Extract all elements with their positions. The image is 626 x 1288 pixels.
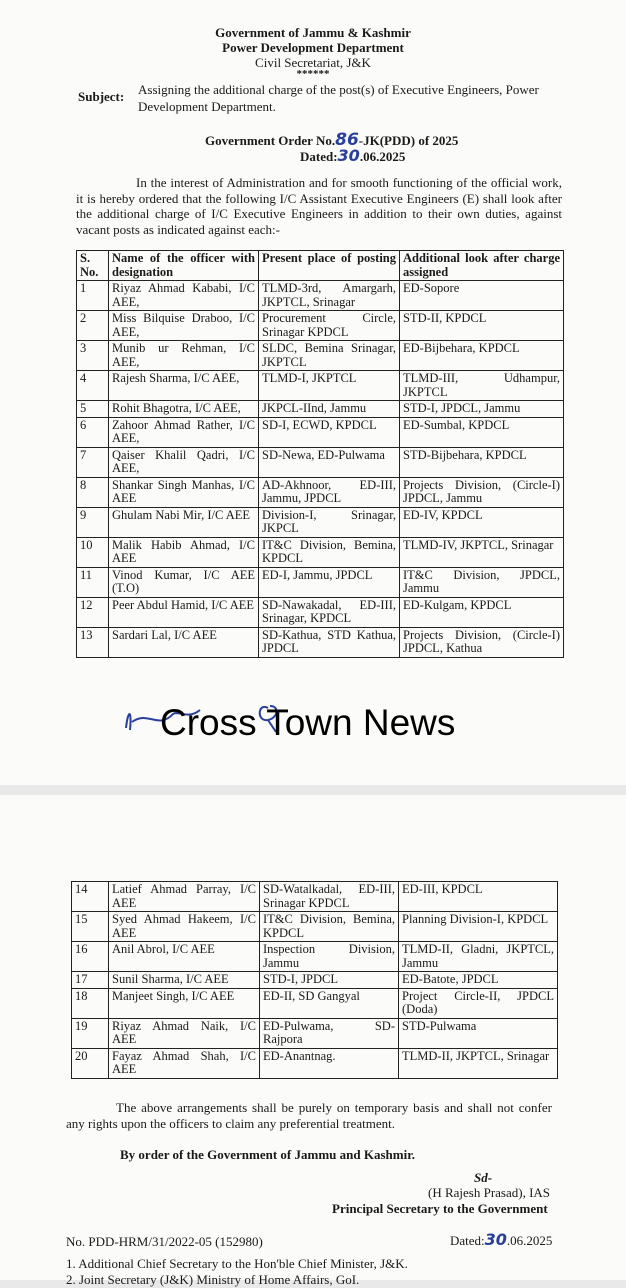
cell-sno: 8 (77, 477, 109, 507)
order-suffix: -JK(PDD) of 2025 (358, 133, 459, 148)
table-row (77, 567, 564, 597)
cell-sno: 3 (77, 341, 109, 371)
cell-present-posting: AD-Akhnoor, ED-III, Jammu, JPDCL (259, 477, 400, 507)
table-row (72, 1018, 558, 1048)
table-row (77, 417, 564, 447)
cell-additional-charge: STD-II, KPDCL (400, 311, 564, 341)
table-row (77, 537, 564, 567)
header-charge (400, 251, 564, 281)
cell-officer-name: Rohit Bhagotra, I/C AEE, (109, 401, 259, 418)
cell-sno: 20 (72, 1048, 109, 1078)
cell-present-posting: Procurement Circle, Srinagar KPDCL (259, 311, 400, 341)
cell-additional-charge: TLMD-II, Gladni, JKPTCL, Jammu (399, 942, 558, 972)
by-order-line: By order of the Government of Jammu and Kashmir. (120, 1147, 416, 1162)
copy-to-item: 2. Joint Secretary (J&K) Ministry of Home Affairs, GoI. (66, 1272, 360, 1287)
cell-additional-charge: STD-Pulwama (399, 1018, 558, 1048)
cell-officer-name: Peer Abdul Hamid, I/C AEE (109, 597, 259, 627)
cell-sno: 6 (77, 417, 109, 447)
table-row (77, 507, 564, 537)
cell-officer-name: Vinod Kumar, I/C AEE (T.O) (109, 567, 259, 597)
cell-officer-name: Sunil Sharma, I/C AEE (109, 972, 260, 989)
cell-present-posting: ED-Pulwama, SD-Rajpora (260, 1018, 399, 1048)
subject-line-1: Assigning the additional charge of the post(s) of Executive Engineers, Power (138, 82, 539, 97)
cell-officer-name: Qaiser Khalil Qadri, I/C AEE, (109, 447, 259, 477)
cell-present-posting: IT&C Division, Bemina, KPDCL (260, 912, 399, 942)
order-prefix: Government Order No. (205, 133, 336, 148)
table-header-row (77, 251, 564, 281)
cell-additional-charge: TLMD-IV, JKPTCL, Srinagar (400, 537, 564, 567)
cell-additional-charge: STD-I, JPDCL, Jammu (400, 401, 564, 418)
officers-table-part-1 (76, 250, 564, 658)
cell-sno: 5 (77, 401, 109, 418)
subject-label: Subject: (78, 89, 125, 104)
cell-officer-name: Zahoor Ahmad Rather, I/C AEE, (109, 417, 259, 447)
order-date (300, 146, 405, 165)
cell-present-posting: ED-Anantnag. (260, 1048, 399, 1078)
cell-officer-name: Anil Abrol, I/C AEE (109, 942, 260, 972)
table-row (77, 341, 564, 371)
cell-additional-charge: Project Circle-II, JPDCL (Doda) (399, 988, 558, 1018)
cell-present-posting: SD-Newa, ED-Pulwama (259, 447, 400, 477)
table-row (77, 401, 564, 418)
cell-present-posting: ED-II, SD Gangyal (260, 988, 399, 1018)
table-row (72, 912, 558, 942)
order-dated-suffix: .06.2025 (359, 149, 406, 164)
table-row (72, 882, 558, 912)
header-posting-text: Present place of posting (262, 251, 396, 265)
closing-paragraph: The above arrangements shall be purely on temporary basis and shall not confer any rights upon the officers to claim any preferential treatment. (66, 1100, 552, 1131)
order-number-handwritten: 86 (335, 130, 359, 150)
header-posting (259, 251, 400, 281)
cell-sno: 10 (77, 537, 109, 567)
copy-to-list (66, 1256, 408, 1288)
header-name-text: Name of the officer with designation (112, 251, 255, 279)
header-government: Government of Jammu & Kashmir (215, 25, 411, 40)
cell-present-posting: ED-I, Jammu, JPDCL (259, 567, 400, 597)
cell-officer-name: Shankar Singh Manhas, I/C AEE (109, 477, 259, 507)
officers-table-part-2 (71, 881, 558, 1079)
order-page-2 (0, 795, 626, 1287)
cell-sno: 17 (72, 972, 109, 989)
cell-additional-charge: TLMD-II, JKPTCL, Srinagar (399, 1048, 558, 1078)
cell-additional-charge: ED-III, KPDCL (399, 882, 558, 912)
table-row (77, 281, 564, 311)
cell-additional-charge: ED-Sumbal, KPDCL (400, 417, 564, 447)
table-row (72, 988, 558, 1018)
table-row (72, 972, 558, 989)
table-row (77, 597, 564, 627)
cell-present-posting: STD-I, JPDCL (260, 972, 399, 989)
cell-officer-name: Syed Ahmad Hakeem, I/C AEE (109, 912, 260, 942)
cell-additional-charge: ED-IV, KPDCL (400, 507, 564, 537)
reference-date (450, 1230, 552, 1249)
cell-sno: 13 (77, 627, 109, 657)
table-row (77, 477, 564, 507)
reference-dated-suffix: .06.2025 (506, 1233, 553, 1248)
cell-officer-name: Miss Bilquise Draboo, I/C AEE, (109, 311, 259, 341)
cell-present-posting: SD-Watalkadal, ED-III, Srinagar KPDCL (260, 882, 399, 912)
cell-present-posting: SLDC, Bemina Srinagar, JKPTCL (259, 341, 400, 371)
signature-sd: Sd- (474, 1170, 493, 1185)
cell-officer-name: Rajesh Sharma, I/C AEE, (109, 371, 259, 401)
reference-dated-day: 30 (484, 1230, 507, 1249)
cell-officer-name: Manjeet Singh, I/C AEE (109, 988, 260, 1018)
cell-sno: 18 (72, 988, 109, 1018)
cell-additional-charge: ED-Sopore (400, 281, 564, 311)
cell-additional-charge: STD-Bijbehara, KPDCL (400, 447, 564, 477)
cell-officer-name: Ghulam Nabi Mir, I/C AEE (109, 507, 259, 537)
table-row (77, 371, 564, 401)
cell-officer-name: Riyaz Ahmad Kababi, I/C AEE, (109, 281, 259, 311)
cell-present-posting: TLMD-3rd, Amargarh, JKPTCL, Srinagar (259, 281, 400, 311)
subject-line-2: Development Department. (138, 99, 276, 114)
order-dated-prefix: Dated: (300, 149, 338, 164)
cell-officer-name: Sardari Lal, I/C AEE (109, 627, 259, 657)
cell-additional-charge: Planning Division-I, KPDCL (399, 912, 558, 942)
cell-sno: 1 (77, 281, 109, 311)
cell-sno: 4 (77, 371, 109, 401)
header-charge-text: Additional look after charge assigned (403, 251, 560, 279)
cell-present-posting: Division-I, Srinagar, JKPCL (259, 507, 400, 537)
body-paragraph: In the interest of Administration and for smooth functioning of the official work, it is hereby ordered that the following I/C Assistant Executive Engineers (E) shall look after the additional charge of I/C Executive Engineers in addition to their own duties, against vacant posts as indicated against each:- (76, 175, 562, 237)
cell-officer-name: Fayaz Ahmad Shah, I/C AEE (109, 1048, 260, 1078)
table-row (72, 1048, 558, 1078)
table-row (77, 311, 564, 341)
cell-officer-name: Latief Ahmad Parray, I/C AEE (109, 882, 260, 912)
cell-sno: 12 (77, 597, 109, 627)
signature-title: Principal Secretary to the Government (332, 1201, 548, 1216)
cell-additional-charge: IT&C Division, JPDCL, Jammu (400, 567, 564, 597)
cell-sno: 19 (72, 1018, 109, 1048)
table-row (77, 447, 564, 477)
cell-sno: 15 (72, 912, 109, 942)
cell-officer-name: Riyaz Ahmad Naik, I/C AEE (109, 1018, 260, 1048)
cell-sno: 16 (72, 942, 109, 972)
cell-additional-charge: Projects Division, (Circle-I) JPDCL, Jammu (400, 477, 564, 507)
reference-number: No. PDD-HRM/31/2022-05 (152980) (66, 1234, 263, 1249)
order-dated-day: 30 (337, 146, 360, 165)
cell-additional-charge: Projects Division, (Circle-I) JPDCL, Kathua (400, 627, 564, 657)
cell-sno: 11 (77, 567, 109, 597)
header-department: Power Development Department (222, 40, 404, 55)
table-row (77, 627, 564, 657)
cell-additional-charge: ED-Batote, JPDCL (399, 972, 558, 989)
header-stars: ****** (296, 68, 330, 80)
cell-sno: 2 (77, 311, 109, 341)
cell-additional-charge: ED-Bijbehara, KPDCL (400, 341, 564, 371)
table-row (72, 942, 558, 972)
cell-additional-charge: ED-Kulgam, KPDCL (400, 597, 564, 627)
watermark-cross-town-news: Cross Town News (160, 702, 456, 743)
cell-present-posting: IT&C Division, Bemina, KPDCL (259, 537, 400, 567)
reference-dated-prefix: Dated: (450, 1233, 485, 1248)
cell-present-posting: SD-Nawakadal, ED-III, Srinagar, KPDCL (259, 597, 400, 627)
cell-officer-name: Munib ur Rehman, I/C AEE, (109, 341, 259, 371)
header-secretariat: Civil Secretariat, J&K (255, 55, 371, 70)
cell-present-posting: SD-Kathua, STD Kathua, JPDCL (259, 627, 400, 657)
copy-to-item: 1. Additional Chief Secretary to the Hon'ble Chief Minister, J&K. (66, 1256, 408, 1271)
cell-present-posting: Inspection Division, Jammu (260, 942, 399, 972)
header-name (109, 251, 259, 281)
cell-present-posting: SD-I, ECWD, KPDCL (259, 417, 400, 447)
cell-additional-charge: TLMD-III, Udhampur, JKPTCL (400, 371, 564, 401)
cell-present-posting: JKPCL-IInd, Jammu (259, 401, 400, 418)
header-sno: S. No. (77, 251, 109, 281)
cell-officer-name: Malik Habib Ahmad, I/C AEE (109, 537, 259, 567)
cell-present-posting: TLMD-I, JKPTCL (259, 371, 400, 401)
cell-sno: 14 (72, 882, 109, 912)
cell-sno: 9 (77, 507, 109, 537)
signature-name: (H Rajesh Prasad), IAS (428, 1185, 551, 1200)
cell-sno: 7 (77, 447, 109, 477)
